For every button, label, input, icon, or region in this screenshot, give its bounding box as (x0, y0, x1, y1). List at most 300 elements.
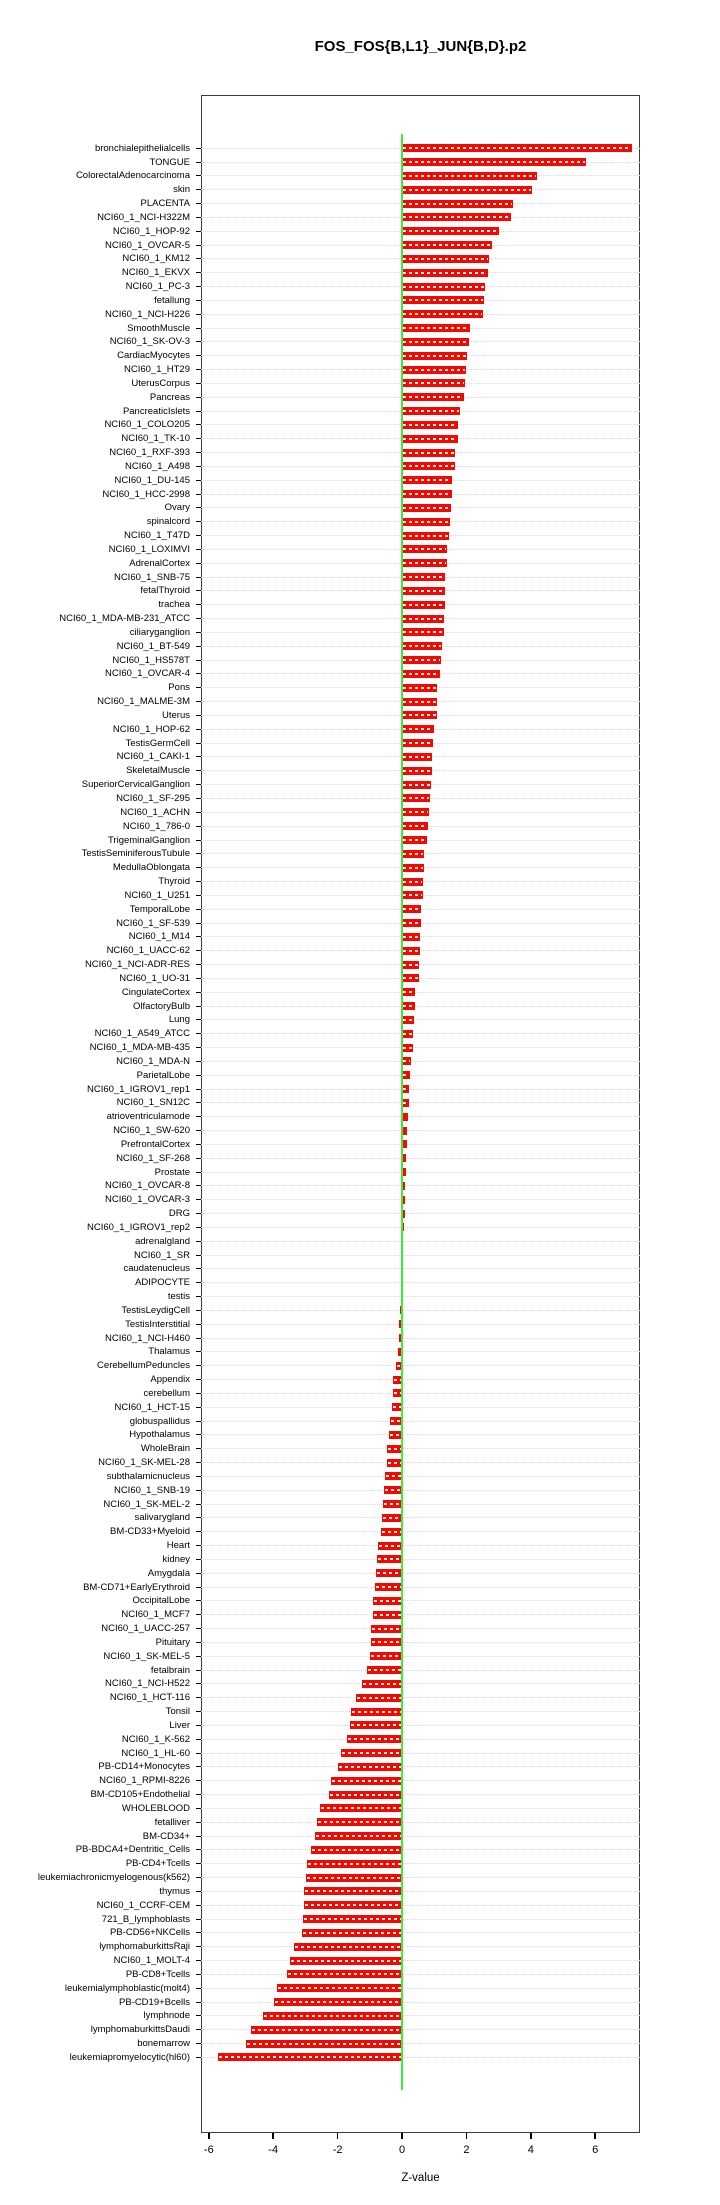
category-label: NCI60_1_MDA-MB-435 (89, 1042, 190, 1053)
grid-line (201, 1988, 640, 1989)
x-axis-label: Z-value (401, 2172, 440, 2184)
y-axis-tick (196, 355, 201, 356)
grid-line (201, 1324, 640, 1325)
bar-dash-pattern (403, 1074, 409, 1076)
bar (402, 476, 452, 484)
category-label: fetalThyroid (140, 585, 190, 597)
y-axis-tick (196, 1351, 201, 1352)
category-label: BM-CD105+Endothelial (90, 1789, 190, 1801)
category-label: Ovary (164, 502, 190, 514)
y-axis-tick (196, 604, 201, 605)
grid-line (201, 1725, 640, 1726)
bar-dash-pattern (318, 1821, 401, 1823)
y-axis-tick (196, 1573, 201, 1574)
bar-dash-pattern (403, 203, 512, 205)
category-label: PB-CD56+NKCells (110, 1927, 190, 1939)
category-label: NCI60_1_MDA-MB-231_ATCC (59, 613, 190, 625)
category-label: Thalamus (148, 1346, 190, 1358)
bar (402, 739, 433, 747)
category-label: OccipitalLobe (132, 1595, 190, 1607)
grid-line (201, 1089, 640, 1090)
bar (402, 919, 421, 927)
category-label: PrefrontalCortex (120, 1138, 190, 1150)
bar-dash-pattern (403, 908, 420, 910)
category-label: NCI60_1_HCT-15 (114, 1401, 190, 1413)
bar-dash-pattern (305, 1904, 401, 1906)
category-label: lymphomaburkittsRaji (99, 1941, 190, 1953)
category-label: Prostate (154, 1166, 190, 1178)
grid-line (201, 1656, 640, 1657)
y-axis-tick (196, 397, 201, 398)
y-axis-tick (196, 632, 201, 633)
grid-line (201, 1545, 640, 1546)
bar-dash-pattern (386, 1475, 401, 1477)
bar (320, 1804, 402, 1812)
y-axis-tick (196, 175, 201, 176)
bar-dash-pattern (295, 1946, 401, 1948)
category-label: TONGUE (149, 156, 190, 168)
bar-dash-pattern (403, 493, 451, 495)
y-axis-tick (196, 480, 201, 481)
y-axis-tick (196, 1172, 201, 1173)
bar-dash-pattern (403, 1005, 414, 1007)
bar-dash-pattern (403, 811, 428, 813)
grid-line (201, 1006, 640, 1007)
category-label: NCI60_1_M14 (128, 931, 190, 943)
y-axis-tick (196, 1255, 201, 1256)
y-axis-tick (196, 341, 201, 342)
bar (402, 1099, 409, 1107)
grid-line (201, 2002, 640, 2003)
bar-dash-pattern (371, 1655, 401, 1657)
y-axis-tick (196, 245, 201, 246)
category-label: atrioventricularnode (106, 1111, 190, 1123)
bar-dash-pattern (374, 1614, 401, 1616)
bar-dash-pattern (403, 673, 439, 675)
category-label: BM-CD33+Myeloid (110, 1526, 190, 1538)
category-label: DRG (168, 1208, 190, 1220)
category-label: Thyroid (158, 876, 190, 887)
category-label: NCI60_1_U251 (124, 889, 190, 901)
bar-dash-pattern (372, 1628, 401, 1630)
bar-dash-pattern (403, 562, 446, 564)
zero-reference-line (401, 134, 403, 2090)
bar-dash-pattern (391, 1420, 401, 1422)
category-label: NCI60_1_MDA-N (116, 1055, 190, 1067)
y-axis-tick (196, 217, 201, 218)
y-axis-tick (196, 923, 201, 924)
bar (387, 1445, 402, 1453)
bar-dash-pattern (252, 2029, 401, 2031)
y-axis-tick (196, 452, 201, 453)
category-label: Pituitary (155, 1636, 190, 1648)
y-axis-tick (196, 1531, 201, 1532)
grid-line (201, 1614, 640, 1615)
grid-line (201, 1849, 640, 1850)
y-axis-tick (196, 1794, 201, 1795)
grid-line (201, 1697, 640, 1698)
y-axis-tick (196, 1863, 201, 1864)
category-label: fetalliver (154, 1816, 190, 1828)
bar-dash-pattern (348, 1738, 401, 1740)
y-axis-tick (196, 1213, 201, 1214)
y-axis-tick (196, 978, 201, 979)
bar-dash-pattern (275, 2001, 401, 2003)
category-label: skin (173, 184, 190, 196)
category-label: NCI60_1_NCI-ADR-RES (84, 959, 190, 970)
bar (402, 490, 452, 498)
bar-dash-pattern (308, 1863, 401, 1865)
grid-line (201, 1268, 640, 1269)
grid-line (201, 1905, 640, 1906)
bar-dash-pattern (390, 1434, 401, 1436)
bar (402, 310, 483, 318)
grid-line (201, 1504, 640, 1505)
bar (402, 836, 427, 844)
category-label: lymphomaburkittsDaudi (90, 2024, 190, 2036)
y-axis-tick (196, 272, 201, 273)
category-label: testis (167, 1291, 190, 1303)
category-label: ADIPOCYTE (135, 1277, 190, 1289)
grid-line (201, 1019, 640, 1020)
y-axis-tick (196, 1338, 201, 1339)
bar-dash-pattern (403, 881, 422, 883)
y-axis-tick (196, 1808, 201, 1809)
category-label: trachea (158, 599, 190, 611)
category-label: BM-CD34+ (142, 1830, 190, 1842)
grid-line (201, 1434, 640, 1435)
category-label: ciliaryganglion (129, 626, 190, 638)
bar (402, 1016, 414, 1024)
y-axis-tick (196, 1988, 201, 1989)
category-label: NCI60_1_MOLT-4 (113, 1955, 190, 1967)
category-label: PLACENTA (140, 198, 190, 210)
category-label: NCI60_1_HCT-116 (109, 1692, 190, 1704)
category-label: NCI60_1_DU-145 (114, 474, 190, 486)
bar-dash-pattern (403, 853, 423, 855)
bar (402, 379, 465, 387)
category-label: NCI60_1_CAKI-1 (116, 751, 190, 763)
x-axis-tick (272, 2133, 274, 2139)
x-axis-tick (401, 2133, 403, 2139)
x-axis-tick (466, 2133, 468, 2139)
y-axis-tick (196, 1199, 201, 1200)
grid-line (201, 1780, 640, 1781)
grid-line (201, 1490, 640, 1491)
bar-dash-pattern (357, 1697, 401, 1699)
y-axis-tick (196, 1739, 201, 1740)
bar-dash-pattern (403, 714, 436, 716)
bar (402, 725, 434, 733)
category-label: fetalbrain (150, 1664, 190, 1676)
grid-line (201, 1102, 640, 1103)
bar (402, 421, 458, 429)
category-label: spinalcord (146, 516, 190, 528)
category-label: PB-CD19+Bcells (118, 1996, 190, 2008)
grid-line (201, 1172, 640, 1173)
bar (402, 158, 586, 166)
bar-dash-pattern (351, 1724, 401, 1726)
grid-line (201, 1213, 640, 1214)
y-axis-tick (196, 1642, 201, 1643)
grid-line (201, 1393, 640, 1394)
bar (402, 656, 441, 664)
y-axis-tick (196, 1462, 201, 1463)
grid-line (201, 1753, 640, 1754)
bar (302, 1929, 402, 1937)
bar-dash-pattern (403, 479, 451, 481)
bar (290, 1957, 402, 1965)
category-label: Heart (166, 1540, 190, 1552)
category-label: SuperiorCervicalGanglion (81, 779, 190, 791)
bar (402, 296, 484, 304)
bar-dash-pattern (278, 1987, 401, 1989)
y-axis-tick (196, 314, 201, 315)
category-label: NCI60_1_SF-539 (116, 917, 190, 929)
y-axis-tick (196, 909, 201, 910)
bar-dash-pattern (403, 410, 459, 412)
category-label: TestisGermCell (125, 737, 190, 749)
category-label: Liver (169, 1719, 190, 1731)
category-label: MedullaOblongata (112, 862, 190, 874)
category-label: NCI60_1_LOXIMVI (108, 543, 190, 555)
bar (402, 878, 423, 886)
category-label: TemporalLobe (129, 903, 190, 915)
bar-dash-pattern (403, 922, 420, 924)
y-axis-tick (196, 1905, 201, 1906)
bar-dash-pattern (388, 1448, 401, 1450)
category-label: NCI60_1_BT-549 (116, 640, 190, 652)
y-axis-tick (196, 411, 201, 412)
bar-dash-pattern (403, 825, 427, 827)
bar-dash-pattern (403, 548, 446, 550)
bar (402, 850, 424, 858)
bar-dash-pattern (403, 797, 429, 799)
y-axis-tick (196, 1683, 201, 1684)
y-axis-tick (196, 383, 201, 384)
category-label: NCI60_1_TK-10 (121, 433, 190, 445)
bar (402, 698, 437, 706)
bar (402, 407, 460, 415)
bar-dash-pattern (403, 244, 491, 246)
category-label: NCI60_1_SK-MEL-5 (103, 1650, 190, 1662)
category-label: NCI60_1_HOP-62 (112, 723, 190, 735)
x-axis-tick-label: 0 (398, 2144, 406, 2156)
bar (402, 961, 419, 969)
grid-line (201, 1600, 640, 1601)
bar (402, 462, 455, 470)
bar (304, 1901, 402, 1909)
bar-dash-pattern (403, 756, 431, 758)
grid-line (201, 1075, 640, 1076)
y-axis-tick (196, 881, 201, 882)
bar-dash-pattern (330, 1794, 401, 1796)
y-axis-tick (196, 1185, 201, 1186)
grid-line (201, 1628, 640, 1629)
y-axis-tick (196, 964, 201, 965)
y-axis-tick (196, 687, 201, 688)
grid-line (201, 1670, 640, 1671)
grid-line (201, 1739, 640, 1740)
y-axis-tick (196, 148, 201, 149)
grid-line (201, 1047, 640, 1048)
category-label: NCI60_1_KM12 (122, 253, 190, 265)
grid-line (201, 978, 640, 979)
y-axis-tick (196, 1877, 201, 1878)
grid-line (201, 1379, 640, 1380)
bar (402, 974, 419, 982)
y-axis-tick (196, 577, 201, 578)
category-label: adrenalgland (135, 1235, 190, 1247)
bar-dash-pattern (316, 1835, 401, 1837)
bar-dash-pattern (403, 936, 419, 938)
bar (402, 1030, 413, 1038)
y-axis-tick (196, 286, 201, 287)
y-axis-tick (196, 369, 201, 370)
y-axis-tick (196, 1033, 201, 1034)
category-label: globuspallidus (129, 1415, 190, 1427)
bar (402, 255, 489, 263)
bar-dash-pattern (363, 1683, 401, 1685)
bar (402, 684, 437, 692)
grid-line (201, 1974, 640, 1975)
grid-line (201, 1338, 640, 1339)
category-label: NCI60_1_EKVX (121, 267, 190, 279)
bar-dash-pattern (304, 1918, 401, 1920)
category-label: WHOLEBLOOD (121, 1802, 190, 1814)
grid-line (201, 1158, 640, 1159)
bar-dash-pattern (403, 964, 418, 966)
y-axis-tick (196, 1268, 201, 1269)
bar (329, 1791, 402, 1799)
bar-dash-pattern (219, 2056, 401, 2058)
bar (402, 753, 432, 761)
y-axis-tick (196, 1019, 201, 1020)
bar-dash-pattern (264, 2015, 401, 2017)
bar-dash-pattern (312, 1849, 401, 1851)
y-axis-tick (196, 438, 201, 439)
bar (371, 1625, 402, 1633)
bar (402, 988, 415, 996)
bar-dash-pattern (403, 1088, 408, 1090)
bar-dash-pattern (403, 175, 536, 177)
grid-line (201, 1282, 640, 1283)
bar-dash-pattern (403, 770, 431, 772)
y-axis-tick (196, 231, 201, 232)
bar-dash-pattern (403, 452, 454, 454)
bar-dash-pattern (305, 1890, 401, 1892)
bar (303, 1915, 402, 1923)
category-label: NCI60_1_IGROV1_rep1 (87, 1083, 190, 1095)
bar-dash-pattern (403, 438, 457, 440)
x-axis-tick (208, 2133, 210, 2139)
y-axis-tick (196, 1780, 201, 1781)
category-label: NCI60_1_HL-60 (121, 1747, 190, 1759)
grid-line (201, 1199, 640, 1200)
bar-dash-pattern (376, 1586, 401, 1588)
bar (218, 2053, 402, 2061)
grid-line (201, 950, 640, 951)
y-axis-tick (196, 812, 201, 813)
grid-line (201, 1587, 640, 1588)
bar (287, 1970, 402, 1978)
y-axis-tick (196, 729, 201, 730)
bar (402, 200, 513, 208)
y-axis-tick (196, 1407, 201, 1408)
bar-dash-pattern (403, 507, 450, 509)
grid-line (201, 1711, 640, 1712)
grid-line (201, 1227, 640, 1228)
grid-line (201, 1891, 640, 1892)
bar (402, 366, 466, 374)
category-label: NCI60_1_HS578T (112, 654, 190, 666)
x-axis-tick (594, 2133, 596, 2139)
bar-dash-pattern (403, 742, 432, 744)
bar-dash-pattern (394, 1392, 401, 1394)
bar-dash-pattern (403, 147, 631, 149)
bar-dash-pattern (403, 355, 466, 357)
y-axis-tick (196, 1089, 201, 1090)
category-label: caudatenucleus (123, 1263, 190, 1275)
bar (402, 1057, 411, 1065)
category-label: TestisInterstitial (125, 1318, 190, 1330)
bar-dash-pattern (403, 521, 449, 523)
y-axis-tick (196, 1600, 201, 1601)
category-label: NCI60_1_NCI-H460 (104, 1332, 190, 1344)
bar (385, 1472, 402, 1480)
grid-line (201, 1033, 640, 1034)
category-label: TrigeminalGanglion (107, 834, 190, 846)
grid-line (201, 1766, 640, 1767)
bar-dash-pattern (403, 535, 448, 537)
category-label: NCI60_1_UACC-62 (106, 945, 190, 957)
bar (402, 545, 447, 553)
bar (402, 642, 442, 650)
grid-line (201, 1808, 640, 1809)
category-label: subthalamicnucleus (106, 1470, 190, 1482)
bar (402, 628, 444, 636)
bar-dash-pattern (403, 1033, 412, 1035)
category-label: UterusCorpus (131, 377, 190, 389)
category-label: BM-CD71+EarlyErythroid (83, 1581, 190, 1593)
category-label: NCI60_1_PC-3 (125, 281, 190, 293)
bar (315, 1832, 402, 1840)
y-axis-tick (196, 1725, 201, 1726)
y-axis-tick (196, 507, 201, 508)
y-axis-tick (196, 2057, 201, 2058)
y-axis-tick (196, 2002, 201, 2003)
category-label: CerebellumPeduncles (97, 1360, 190, 1372)
y-axis-tick (196, 424, 201, 425)
x-axis-tick-label: 4 (527, 2144, 534, 2156)
bar (402, 1071, 410, 1079)
y-axis-tick (196, 1517, 201, 1518)
bar (383, 1500, 402, 1508)
bar (307, 1860, 402, 1868)
bar (304, 1887, 402, 1895)
bar (402, 532, 449, 540)
bar (306, 1874, 402, 1882)
bar (402, 144, 632, 152)
y-axis-tick (196, 1849, 201, 1850)
category-label: NCI60_1_RPMI-8226 (99, 1775, 190, 1787)
category-label: NCI60_1_OVCAR-3 (104, 1194, 190, 1206)
category-label: PB-BDCA4+Dentritic_Cells (75, 1844, 190, 1856)
bar (402, 864, 424, 872)
bar-dash-pattern (403, 216, 510, 218)
grid-line (201, 1836, 640, 1837)
grid-line (201, 964, 640, 965)
